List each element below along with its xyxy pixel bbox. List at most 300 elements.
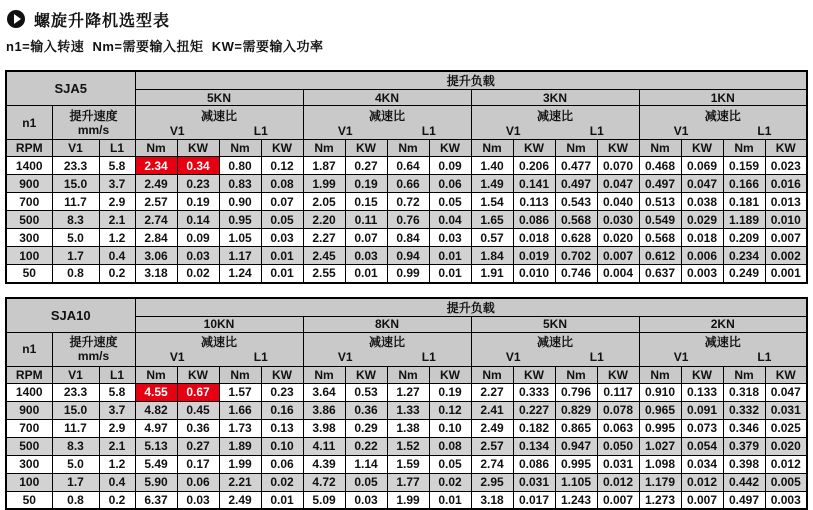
value-cell: 2.21 (219, 473, 261, 491)
value-cell: 0.13 (261, 419, 303, 437)
value-cell: 0.45 (177, 401, 219, 419)
kw-header-cell: KW (597, 140, 639, 157)
load-header-cell: 提升负载 (135, 71, 807, 90)
value-cell: 5.49 (135, 455, 177, 473)
value-cell: 2.05 (303, 193, 345, 211)
value-cell: 0.019 (513, 247, 555, 265)
value-cell: 3.06 (135, 247, 177, 265)
kw-header-cell: KW (513, 366, 555, 383)
value-cell: 0.031 (597, 455, 639, 473)
l1-sublabel: L1 (219, 350, 303, 364)
value-cell: 5.09 (303, 491, 345, 509)
value-cell: 0.030 (597, 211, 639, 229)
value-cell: 0.047 (681, 175, 723, 193)
rpm-cell: 900 (6, 175, 52, 193)
value-cell: 5.90 (135, 473, 177, 491)
value-cell: 4.72 (303, 473, 345, 491)
ratio-header-cell (471, 106, 639, 140)
value-cell: 3.98 (303, 419, 345, 437)
v1-speed-cell: 5.0 (52, 229, 99, 247)
rpm-cell: 700 (6, 419, 52, 437)
value-cell: 0.209 (723, 229, 765, 247)
value-cell: 4.82 (135, 401, 177, 419)
value-cell: 0.05 (261, 211, 303, 229)
value-cell: 0.034 (681, 455, 723, 473)
l1-sublabel: L1 (219, 124, 303, 138)
selection-table-sja10 (5, 297, 808, 510)
l1-sublabel: L1 (723, 350, 806, 364)
nm-header-cell: Nm (135, 366, 177, 383)
kw-header-cell: KW (429, 140, 471, 157)
value-cell: 0.227 (513, 401, 555, 419)
load-header-cell: 提升负载 (135, 298, 807, 317)
v1-speed-cell: 1.7 (52, 473, 99, 491)
nm-header-cell: Nm (723, 366, 765, 383)
value-cell: 2.74 (135, 211, 177, 229)
v1-speed-cell: 11.7 (52, 193, 99, 211)
value-cell: 2.55 (303, 265, 345, 283)
nm-header-cell: Nm (387, 140, 429, 157)
value-cell: 0.020 (765, 437, 807, 455)
l1-speed-cell: 2.1 (99, 211, 135, 229)
value-cell: 0.007 (681, 491, 723, 509)
kw-header-cell: KW (345, 366, 387, 383)
value-cell: 0.90 (219, 193, 261, 211)
rpm-cell: 300 (6, 455, 52, 473)
ratio-sublabels (304, 350, 471, 364)
rpm-cell: 50 (6, 491, 52, 509)
rpm-cell: 300 (6, 229, 52, 247)
value-cell: 0.477 (555, 157, 597, 175)
value-cell: 0.117 (597, 383, 639, 401)
value-cell: 0.702 (555, 247, 597, 265)
table-header-sja5 (6, 71, 807, 157)
ratio-sublabels (472, 124, 639, 138)
value-cell: 0.031 (513, 473, 555, 491)
value-cell: 0.001 (765, 265, 807, 283)
ratio-sublabels (640, 124, 807, 138)
value-cell: 0.796 (555, 383, 597, 401)
value-cell: 2.95 (471, 473, 513, 491)
value-cell: 0.010 (513, 265, 555, 283)
value-cell: 0.133 (681, 383, 723, 401)
l1-sublabel: L1 (723, 124, 806, 138)
nm-header-cell: Nm (555, 140, 597, 157)
value-cell: 0.069 (681, 157, 723, 175)
ratio-header-cell (135, 332, 303, 366)
value-cell: 0.10 (429, 419, 471, 437)
v1-sublabel: V1 (136, 124, 220, 138)
value-cell: 0.568 (555, 211, 597, 229)
n1-cell: n1 (6, 332, 52, 366)
value-cell: 0.012 (765, 455, 807, 473)
ratio-sublabels (640, 350, 807, 364)
nm-header-cell: Nm (471, 140, 513, 157)
value-cell: 0.06 (261, 455, 303, 473)
value-cell: 0.050 (597, 437, 639, 455)
data-row (6, 383, 807, 401)
data-row (6, 211, 807, 229)
value-cell: 0.72 (387, 193, 429, 211)
nm-header-cell: Nm (471, 366, 513, 383)
value-cell: 0.22 (345, 437, 387, 455)
v1-speed-cell: 15.0 (52, 401, 99, 419)
value-cell: 1.66 (219, 401, 261, 419)
value-cell: 0.07 (345, 229, 387, 247)
value-cell: 0.27 (345, 157, 387, 175)
value-cell: 1.05 (219, 229, 261, 247)
v1-speed-cell: 0.8 (52, 491, 99, 509)
data-row (6, 265, 807, 283)
value-cell: 0.031 (765, 401, 807, 419)
kw-header-cell: KW (597, 366, 639, 383)
value-cell: 2.84 (135, 229, 177, 247)
value-cell: 0.02 (429, 473, 471, 491)
v1-sublabel: V1 (304, 124, 388, 138)
selection-table-sja5 (5, 70, 808, 284)
load-cell: 3KN (471, 90, 639, 106)
kw-header-cell: KW (765, 366, 807, 383)
value-cell: 0.018 (681, 229, 723, 247)
value-cell: 2.49 (471, 419, 513, 437)
value-cell: 5.13 (135, 437, 177, 455)
data-row (6, 419, 807, 437)
value-cell: 0.05 (345, 473, 387, 491)
l1-speed-cell: 1.2 (99, 455, 135, 473)
value-cell: 0.063 (597, 419, 639, 437)
value-cell: 2.49 (219, 491, 261, 509)
v1-speed-cell: 23.3 (52, 383, 99, 401)
value-cell: 0.497 (555, 175, 597, 193)
ratio-sublabels (472, 350, 639, 364)
value-cell: 3.18 (135, 265, 177, 283)
value-cell: 0.36 (345, 401, 387, 419)
value-cell: 0.012 (681, 473, 723, 491)
v1-speed-cell: 8.3 (52, 211, 99, 229)
value-cell: 4.39 (303, 455, 345, 473)
value-cell: 3.64 (303, 383, 345, 401)
value-cell: 0.020 (597, 229, 639, 247)
value-cell: 0.442 (723, 473, 765, 491)
value-cell: 0.025 (765, 419, 807, 437)
load-cell: 2KN (639, 316, 807, 332)
v1-speed-cell: 23.3 (52, 157, 99, 175)
value-cell: 0.003 (681, 265, 723, 283)
legend-text: n1=输入转速 Nm=需要输入扭矩 KW=需要输入功率 (6, 36, 808, 55)
speed-unit-label: mm/s (53, 123, 135, 137)
value-cell: 0.249 (723, 265, 765, 283)
speed-unit-label: mm/s (53, 349, 135, 363)
value-cell: 0.965 (639, 401, 681, 419)
nm-header-cell: Nm (219, 366, 261, 383)
value-cell: 0.549 (639, 211, 681, 229)
value-cell: 0.53 (345, 383, 387, 401)
rpm-cell: 1400 (6, 157, 52, 175)
value-cell: 0.04 (429, 211, 471, 229)
rpm-header-cell: RPM (6, 140, 52, 157)
speed-header-cell (52, 332, 135, 366)
value-cell: 2.57 (135, 193, 177, 211)
value-cell: 2.27 (303, 229, 345, 247)
value-cell: 0.628 (555, 229, 597, 247)
value-cell: 1.84 (471, 247, 513, 265)
data-row (6, 437, 807, 455)
value-cell: 0.947 (555, 437, 597, 455)
value-cell: 0.398 (723, 455, 765, 473)
v1-sublabel: V1 (472, 124, 556, 138)
value-cell: 1.91 (471, 265, 513, 283)
value-cell: 0.64 (387, 157, 429, 175)
value-cell: 0.06 (177, 473, 219, 491)
value-cell: 1.77 (387, 473, 429, 491)
ratio-label: 减速比 (640, 334, 807, 350)
ratio-sublabels (304, 124, 471, 138)
l1-header-cell: L1 (99, 366, 135, 383)
v1-sublabel: V1 (136, 350, 220, 364)
value-cell: 2.45 (303, 247, 345, 265)
value-cell: 4.97 (135, 419, 177, 437)
v1-sublabel: V1 (640, 350, 723, 364)
load-cell: 4KN (303, 90, 471, 106)
value-cell: 0.007 (765, 229, 807, 247)
model-cell: SJA10 (6, 298, 135, 333)
data-row (6, 247, 807, 265)
data-row (6, 401, 807, 419)
value-cell: 1.24 (219, 265, 261, 283)
value-cell: 0.006 (681, 247, 723, 265)
value-cell: 0.468 (639, 157, 681, 175)
value-cell: 1.105 (555, 473, 597, 491)
title-row (7, 8, 808, 30)
value-cell: 0.078 (597, 401, 639, 419)
load-cell: 5KN (135, 90, 303, 106)
kw-header-cell: KW (345, 140, 387, 157)
value-cell: 0.005 (765, 473, 807, 491)
value-cell: 1.179 (639, 473, 681, 491)
kw-header-cell: KW (261, 366, 303, 383)
data-row (6, 473, 807, 491)
value-cell: 0.76 (387, 211, 429, 229)
value-cell: 0.99 (387, 265, 429, 283)
l1-speed-cell: 5.8 (99, 157, 135, 175)
value-cell: 1.65 (471, 211, 513, 229)
load-cell: 8KN (303, 316, 471, 332)
value-cell: 0.333 (513, 383, 555, 401)
value-cell: 0.543 (555, 193, 597, 211)
value-cell: 0.746 (555, 265, 597, 283)
value-cell: 0.02 (261, 473, 303, 491)
value-cell: 0.84 (387, 229, 429, 247)
kw-header-cell: KW (177, 140, 219, 157)
value-cell: 0.12 (429, 401, 471, 419)
l1-sublabel: L1 (555, 124, 639, 138)
v1-speed-cell: 8.3 (52, 437, 99, 455)
value-cell: 0.016 (765, 175, 807, 193)
nm-header-cell: Nm (135, 140, 177, 157)
value-cell: 2.27 (471, 383, 513, 401)
value-cell: 0.002 (765, 247, 807, 265)
value-cell: 0.95 (219, 211, 261, 229)
value-cell: 0.01 (429, 247, 471, 265)
l1-speed-cell: 0.2 (99, 265, 135, 283)
value-cell: 0.568 (639, 229, 681, 247)
header-row (6, 71, 807, 90)
load-cell: 5KN (471, 316, 639, 332)
rpm-cell: 500 (6, 211, 52, 229)
value-cell: 0.03 (177, 491, 219, 509)
v1-sublabel: V1 (640, 124, 723, 138)
value-cell: 3.18 (471, 491, 513, 509)
value-cell: 0.17 (177, 455, 219, 473)
value-cell: 0.09 (429, 157, 471, 175)
value-cell: 0.19 (429, 383, 471, 401)
value-cell: 1.99 (303, 175, 345, 193)
value-cell: 1.189 (723, 211, 765, 229)
value-cell: 1.89 (219, 437, 261, 455)
value-cell: 0.27 (177, 437, 219, 455)
value-cell: 0.09 (177, 229, 219, 247)
l1-speed-cell: 2.9 (99, 193, 135, 211)
ratio-sublabels (136, 350, 303, 364)
value-cell: 0.829 (555, 401, 597, 419)
kw-header-cell: KW (513, 140, 555, 157)
value-cell: 0.018 (513, 229, 555, 247)
ratio-label: 减速比 (136, 108, 303, 124)
rpm-cell: 1400 (6, 383, 52, 401)
value-cell: 1.99 (387, 491, 429, 509)
l1-speed-cell: 3.7 (99, 175, 135, 193)
l1-speed-cell: 0.4 (99, 247, 135, 265)
value-cell: 0.234 (723, 247, 765, 265)
value-cell: 0.040 (597, 193, 639, 211)
value-cell: 0.007 (597, 491, 639, 509)
value-cell: 0.038 (681, 193, 723, 211)
value-cell: 0.007 (597, 247, 639, 265)
value-cell: 0.181 (723, 193, 765, 211)
l1-sublabel: L1 (387, 124, 471, 138)
value-cell: 1.027 (639, 437, 681, 455)
ratio-sublabels (136, 124, 303, 138)
speed-header-cell (52, 106, 135, 140)
value-cell: 1.73 (219, 419, 261, 437)
value-cell: 0.01 (345, 265, 387, 283)
value-cell: 0.995 (555, 455, 597, 473)
value-cell: 0.03 (261, 229, 303, 247)
v1-speed-cell: 15.0 (52, 175, 99, 193)
header-row (6, 298, 807, 317)
value-cell: 0.910 (639, 383, 681, 401)
value-cell: 0.012 (597, 473, 639, 491)
data-row (6, 455, 807, 473)
value-cell: 0.08 (261, 175, 303, 193)
ratio-label: 减速比 (136, 334, 303, 350)
speed-label: 提升速度 (53, 109, 135, 123)
value-cell: 0.003 (765, 491, 807, 509)
value-cell: 0.01 (429, 265, 471, 283)
v1-header-cell: V1 (52, 140, 99, 157)
value-cell: 3.86 (303, 401, 345, 419)
value-cell: 0.497 (639, 175, 681, 193)
value-cell: 1.33 (387, 401, 429, 419)
value-cell: 0.80 (219, 157, 261, 175)
value-cell: 0.03 (429, 229, 471, 247)
value-cell: 1.59 (387, 455, 429, 473)
ratio-row (6, 106, 807, 140)
value-cell: 0.073 (681, 419, 723, 437)
table-header-sja10 (6, 298, 807, 384)
nm-header-cell: Nm (555, 366, 597, 383)
value-cell: 0.11 (345, 211, 387, 229)
l1-speed-cell: 2.1 (99, 437, 135, 455)
value-cell: 0.66 (387, 175, 429, 193)
rpm-cell: 100 (6, 247, 52, 265)
l1-speed-cell: 2.9 (99, 419, 135, 437)
value-cell: 0.134 (513, 437, 555, 455)
v1-speed-cell: 0.8 (52, 265, 99, 283)
speed-label: 提升速度 (53, 335, 135, 349)
value-cell: 0.01 (261, 491, 303, 509)
l1-speed-cell: 0.2 (99, 491, 135, 509)
value-cell: 1.49 (471, 175, 513, 193)
highlighted-value-cell: 2.34 (135, 157, 177, 175)
highlighted-value-cell: 0.67 (177, 383, 219, 401)
value-cell: 0.206 (513, 157, 555, 175)
l1-speed-cell: 1.2 (99, 229, 135, 247)
value-cell: 1.57 (219, 383, 261, 401)
value-cell: 1.38 (387, 419, 429, 437)
value-cell: 0.182 (513, 419, 555, 437)
l1-header-cell: L1 (99, 140, 135, 157)
kw-header-cell: KW (681, 140, 723, 157)
ratio-header-cell (471, 332, 639, 366)
v1-sublabel: V1 (472, 350, 556, 364)
value-cell: 2.20 (303, 211, 345, 229)
value-cell: 0.06 (429, 175, 471, 193)
value-cell: 0.16 (261, 401, 303, 419)
value-cell: 0.12 (261, 157, 303, 175)
highlighted-value-cell: 0.34 (177, 157, 219, 175)
value-cell: 0.03 (345, 491, 387, 509)
value-cell: 1.27 (387, 383, 429, 401)
value-cell: 0.15 (345, 193, 387, 211)
nm-header-cell: Nm (219, 140, 261, 157)
value-cell: 0.05 (429, 193, 471, 211)
value-cell: 0.010 (765, 211, 807, 229)
value-cell: 1.17 (219, 247, 261, 265)
data-row (6, 157, 807, 175)
value-cell: 4.11 (303, 437, 345, 455)
value-cell: 0.14 (177, 211, 219, 229)
value-cell: 0.017 (513, 491, 555, 509)
value-cell: 0.346 (723, 419, 765, 437)
value-cell: 0.01 (261, 265, 303, 283)
nm-header-cell: Nm (387, 366, 429, 383)
value-cell: 6.37 (135, 491, 177, 509)
rpm-cell: 100 (6, 473, 52, 491)
ratio-label: 减速比 (472, 334, 639, 350)
nm-header-cell: Nm (723, 140, 765, 157)
value-cell: 2.49 (135, 175, 177, 193)
value-cell: 1.273 (639, 491, 681, 509)
value-cell: 2.57 (471, 437, 513, 455)
v1-speed-cell: 5.0 (52, 455, 99, 473)
value-cell: 0.19 (177, 193, 219, 211)
value-cell: 0.08 (429, 437, 471, 455)
v1-speed-cell: 1.7 (52, 247, 99, 265)
rpm-cell: 700 (6, 193, 52, 211)
value-cell: 0.023 (765, 157, 807, 175)
value-cell: 0.379 (723, 437, 765, 455)
